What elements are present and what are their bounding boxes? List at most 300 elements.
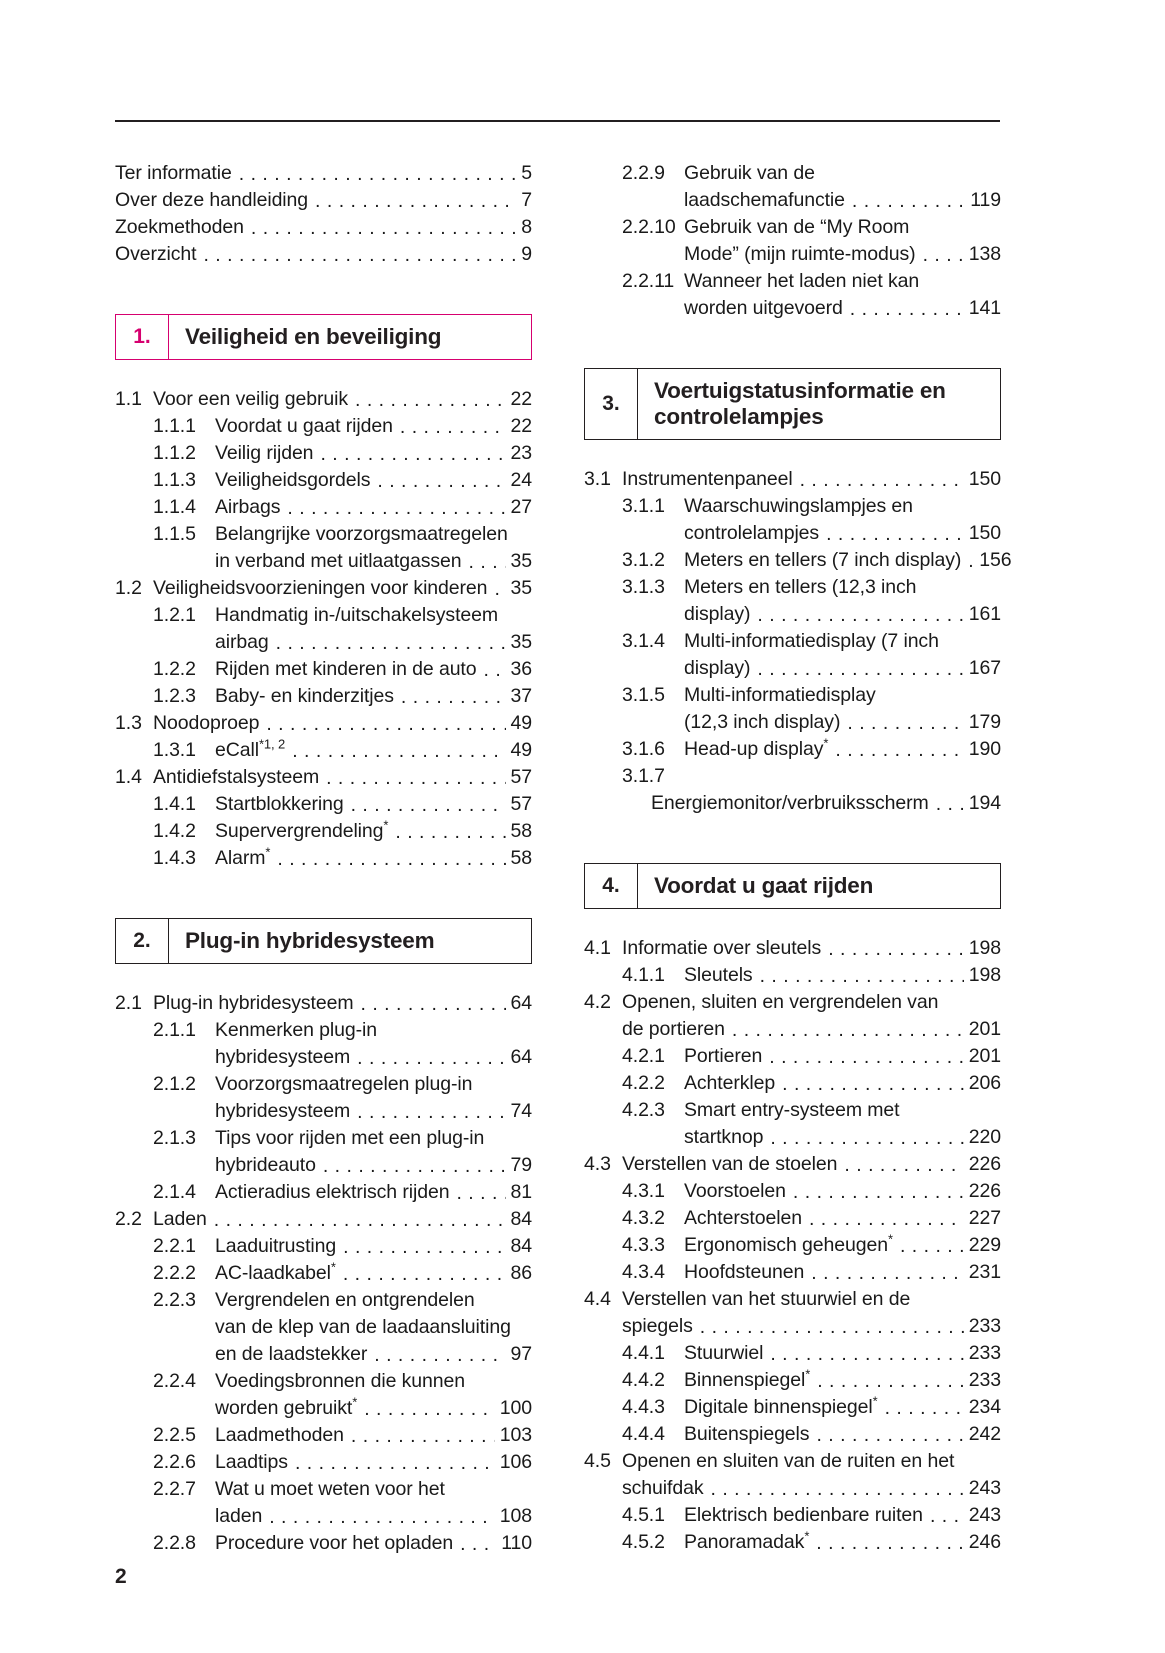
dot-leader: [700, 1318, 964, 1340]
entry-page-number: 58: [510, 820, 532, 842]
dot-leader: [923, 246, 964, 268]
entry-title: Instrumentenpaneel: [622, 468, 793, 490]
entry-page-number: 198: [968, 964, 1001, 986]
entry-number: 2.2.10: [622, 216, 676, 238]
entry-number: 4.3.4: [622, 1261, 665, 1283]
entry-number: 4.4.1: [622, 1342, 665, 1364]
entry-number: 4.4: [584, 1288, 611, 1310]
toc-entry[interactable]: [115, 1287, 532, 1314]
toc-entry[interactable]: [584, 989, 1001, 1016]
dot-leader: [847, 714, 963, 736]
dot-leader: [484, 661, 506, 683]
entry-number: 4.4.3: [622, 1396, 665, 1418]
dot-leader: [456, 1184, 505, 1206]
toc-entry[interactable]: [115, 764, 532, 791]
entry-title: Supervergrendeling*: [215, 817, 389, 842]
entry-title: Laadtips: [215, 1451, 288, 1473]
dot-leader: [930, 1507, 964, 1529]
dot-leader: [401, 688, 506, 710]
entry-title: de portieren: [622, 1018, 725, 1040]
toc-entry[interactable]: [584, 1448, 1001, 1475]
entry-title: Hoofdsteunen: [684, 1261, 805, 1283]
entry-number: 1.3: [115, 712, 142, 734]
entry-title: Tips voor rijden met een plug-in: [215, 1127, 485, 1149]
toc-entry[interactable]: [115, 1476, 532, 1503]
entry-number: 2.2.3: [153, 1289, 196, 1311]
entry-number: 2.1.1: [153, 1019, 196, 1041]
chapter-header[interactable]: [584, 368, 1001, 440]
entry-page-number: 9: [521, 243, 532, 265]
entry-title: Smart entry-systeem met: [684, 1099, 900, 1121]
entry-title: Meters en tellers (7 inch display): [684, 549, 962, 571]
entry-page-number: 5: [521, 162, 532, 184]
entry-title: Plug-in hybridesysteem: [153, 992, 354, 1014]
entry-number: 2.2.4: [153, 1370, 196, 1392]
footnote-marker: *: [887, 1231, 893, 1247]
toc-entry-continuation[interactable]: [115, 1314, 532, 1341]
entry-title: Procedure voor het opladen: [215, 1532, 454, 1554]
entry-title: Veilig rijden: [215, 442, 314, 464]
entry-title: Ter informatie: [115, 162, 232, 184]
entry-page-number: 49: [510, 739, 532, 761]
entry-title: Openen, sluiten en vergrendelen van: [622, 991, 939, 1013]
entry-number: 3.1.2: [622, 549, 665, 571]
toc-entry[interactable]: [115, 1260, 532, 1287]
entry-page-number: 8: [521, 216, 532, 238]
entry-title: Gebruik van de: [684, 162, 815, 184]
dot-leader: [351, 1427, 495, 1449]
entry-page-number: 190: [968, 738, 1001, 760]
toc-entry-continuation[interactable]: [584, 187, 1001, 214]
footnote-marker: *: [872, 1393, 878, 1409]
toc-entry[interactable]: [115, 1206, 532, 1233]
toc-entry[interactable]: [115, 214, 532, 241]
chapter-header[interactable]: [115, 918, 532, 964]
entry-title: Vergrendelen en ontgrendelen: [215, 1289, 475, 1311]
entry-title: Stuurwiel: [684, 1342, 764, 1364]
entry-title: Handmatig in-/uitschakelsysteem: [215, 604, 499, 626]
toc-entry[interactable]: [115, 440, 532, 467]
toc-entry-continuation[interactable]: [115, 548, 532, 575]
entry-title: Rijden met kinderen in de auto: [215, 658, 477, 680]
toc-entry[interactable]: [584, 1097, 1001, 1124]
entry-title: Ergonomisch geheugen*: [684, 1231, 893, 1256]
dot-leader: [828, 940, 964, 962]
dot-leader: [494, 580, 505, 602]
toc-entry[interactable]: [584, 1286, 1001, 1313]
entry-title: Gebruik van de “My Room: [684, 216, 910, 238]
toc-entry[interactable]: [584, 1205, 1001, 1232]
entry-title: Meters en tellers (12,3 inch: [684, 576, 917, 598]
entry-title: airbag: [215, 631, 269, 653]
entry-page-number: 246: [968, 1531, 1001, 1553]
toc-entry[interactable]: [115, 1449, 532, 1476]
entry-number: 4.4.2: [622, 1369, 665, 1391]
toc-entry[interactable]: [115, 1071, 532, 1098]
toc-entry[interactable]: [584, 736, 1001, 763]
entry-page-number: 35: [510, 577, 532, 599]
chapter-spacer: [584, 817, 1001, 863]
entry-title: Multi-informatiedisplay: [684, 684, 876, 706]
toc-entry[interactable]: [584, 466, 1001, 493]
toc-entry[interactable]: [115, 1179, 532, 1206]
entry-title: Actieradius elektrisch rijden: [215, 1181, 450, 1203]
entry-title: Digitale binnenspiegel*: [684, 1393, 878, 1418]
toc-entry-continuation[interactable]: [584, 520, 1001, 547]
toc-entry[interactable]: [115, 521, 532, 548]
toc-entry[interactable]: [584, 962, 1001, 989]
entry-page-number: 27: [510, 496, 532, 518]
toc-entry[interactable]: [115, 737, 532, 764]
dot-leader: [343, 1265, 506, 1287]
entry-number: 4.5: [584, 1450, 611, 1472]
continued-entries-list: [584, 160, 1001, 322]
left-column: [115, 160, 532, 1557]
entry-page-number: 35: [510, 550, 532, 572]
entry-number: 4.4.4: [622, 1423, 665, 1445]
entry-number: 1.1.2: [153, 442, 196, 464]
dot-leader: [782, 1075, 964, 1097]
entry-page-number: 156: [979, 549, 1012, 571]
dot-leader: [885, 1399, 964, 1421]
toc-entry[interactable]: [115, 1233, 532, 1260]
toc-entry-continuation[interactable]: [584, 1124, 1001, 1151]
dot-leader: [816, 1534, 963, 1556]
toc-entry-continuation[interactable]: [584, 790, 1001, 817]
dot-leader: [800, 471, 964, 493]
toc-entry-continuation[interactable]: [584, 1016, 1001, 1043]
entry-page-number: 220: [968, 1126, 1001, 1148]
entry-title: schuifdak: [622, 1477, 704, 1499]
entry-number: 2.2.1: [153, 1235, 196, 1257]
entry-title: Antidiefstalsysteem: [153, 766, 320, 788]
entry-title: Noodoproep: [153, 712, 260, 734]
entry-page-number: 7: [521, 189, 532, 211]
toc-entry[interactable]: [584, 160, 1001, 187]
dot-leader: [214, 1211, 506, 1233]
entry-number: 1.1.3: [153, 469, 196, 491]
toc-entry[interactable]: [584, 763, 1001, 790]
dot-leader: [460, 1535, 496, 1557]
toc-entry[interactable]: [115, 990, 532, 1017]
dot-leader: [844, 1156, 963, 1178]
toc-entry[interactable]: [115, 494, 532, 521]
toc-entry[interactable]: [115, 1125, 532, 1152]
toc-entry-continuation[interactable]: [584, 601, 1001, 628]
toc-entry[interactable]: [584, 682, 1001, 709]
entry-page-number: 36: [510, 658, 532, 680]
entry-page-number: 64: [510, 992, 532, 1014]
entry-page-number: 206: [968, 1072, 1001, 1094]
entry-title: laden: [215, 1505, 263, 1527]
chapter-spacer: [115, 268, 532, 314]
toc-entry[interactable]: [584, 1178, 1001, 1205]
entry-number: 1.4.3: [153, 847, 196, 869]
entry-page-number: 167: [968, 657, 1001, 679]
toc-entry-continuation[interactable]: [584, 709, 1001, 736]
dot-leader: [757, 606, 963, 628]
entry-title: Over deze handleiding: [115, 189, 309, 211]
entry-number: 4.3.2: [622, 1207, 665, 1229]
entry-title: Wanneer het laden niet kan: [684, 270, 920, 292]
chapter-spacer: [115, 872, 532, 918]
entry-title: Panoramadak*: [684, 1528, 810, 1553]
dot-leader: [295, 1454, 495, 1476]
entry-page-number: 57: [510, 793, 532, 815]
toc-entry[interactable]: [584, 1502, 1001, 1529]
toc-entry-continuation[interactable]: [115, 1044, 532, 1071]
toc-entry[interactable]: [115, 791, 532, 818]
entry-page-number: 49: [510, 712, 532, 734]
toc-entry-continuation[interactable]: [115, 1152, 532, 1179]
entry-title: Voorzorgsmaatregelen plug-in: [215, 1073, 473, 1095]
chapter-number: 1.: [116, 315, 169, 359]
entry-number: 1.3.1: [153, 739, 196, 761]
entry-page-number: 84: [510, 1235, 532, 1257]
entry-page-number: 103: [499, 1424, 532, 1446]
entry-number: 4.3.3: [622, 1234, 665, 1256]
entry-title: Airbags: [215, 496, 281, 518]
entry-page-number: 243: [968, 1504, 1001, 1526]
front-matter-list: [115, 160, 532, 268]
chapter-title: Plug-in hybridesysteem: [185, 928, 435, 953]
toc-entry[interactable]: [584, 574, 1001, 601]
dot-leader: [287, 499, 505, 521]
toc-entry[interactable]: [115, 845, 532, 872]
entry-number: 2.2.5: [153, 1424, 196, 1446]
footnote-marker: *: [804, 1528, 810, 1544]
entry-title: eCall$^{*1, 2}$: [215, 736, 286, 761]
entry-page-number: 86: [510, 1262, 532, 1284]
toc-entry[interactable]: [115, 602, 532, 629]
entry-title: Veiligheidsvoorzieningen voor kinderen: [153, 577, 488, 599]
entry-number: 2.2: [115, 1208, 142, 1230]
chapter-spacer: [584, 322, 1001, 368]
entry-number: 3.1.6: [622, 738, 665, 760]
dot-leader: [835, 741, 963, 763]
toc-entry[interactable]: [115, 1422, 532, 1449]
entry-number: 3.1.4: [622, 630, 665, 652]
entry-page-number: 100: [499, 1397, 532, 1419]
entry-number: 1.1.1: [153, 415, 196, 437]
entry-title: Laden: [153, 1208, 207, 1230]
toc-entry[interactable]: [115, 413, 532, 440]
entry-title: Laadmethoden: [215, 1424, 344, 1446]
entry-number: 4.1.1: [622, 964, 665, 986]
toc-entry[interactable]: [584, 1151, 1001, 1178]
toc-entry[interactable]: [584, 493, 1001, 520]
entry-page-number: 201: [968, 1045, 1001, 1067]
footnote-marker: *: [805, 1366, 811, 1382]
chapter-spacer: [584, 440, 1001, 466]
toc-entry[interactable]: [115, 818, 532, 845]
dot-leader: [326, 769, 505, 791]
toc-entry-continuation[interactable]: [115, 1341, 532, 1368]
right-column: [584, 160, 1012, 1557]
toc-entry[interactable]: [115, 241, 532, 268]
dot-leader: [374, 1346, 505, 1368]
entry-number: 4.5.1: [622, 1504, 665, 1526]
toc-entry[interactable]: [584, 1340, 1001, 1367]
toc-entry-continuation[interactable]: [584, 1313, 1001, 1340]
entry-title: hybridesysteem: [215, 1100, 351, 1122]
toc-entry[interactable]: [115, 1530, 532, 1557]
entry-page-number: 194: [968, 792, 1001, 814]
dot-leader: [360, 995, 505, 1017]
toc-entry-continuation[interactable]: [115, 1098, 532, 1125]
entry-number: 2.2.7: [153, 1478, 196, 1500]
toc-entry[interactable]: [584, 1232, 1001, 1259]
page-folio: 2: [115, 1565, 127, 1588]
entry-title: van de klep van de laadaansluiting: [215, 1316, 511, 1338]
entry-page-number: 37: [510, 685, 532, 707]
toc-entry[interactable]: [115, 386, 532, 413]
dot-leader: [400, 418, 506, 440]
footnote-marker: *1, 2: [258, 736, 286, 752]
entry-page-number: 150: [968, 522, 1001, 544]
toc-entry[interactable]: [115, 710, 532, 737]
entry-page-number: 198: [968, 937, 1001, 959]
entry-page-number: 74: [510, 1100, 532, 1122]
dot-leader: [320, 445, 505, 467]
toc-entry[interactable]: [115, 656, 532, 683]
toc-entry[interactable]: [584, 268, 1001, 295]
dot-leader: [811, 1264, 964, 1286]
entry-number: 1.4: [115, 766, 142, 788]
toc-entry[interactable]: [584, 935, 1001, 962]
entry-page-number: 81: [510, 1181, 532, 1203]
toc-entry-continuation[interactable]: [584, 1475, 1001, 1502]
dot-leader: [968, 552, 974, 574]
dot-leader: [269, 1508, 495, 1530]
entry-title: Voordat u gaat rijden: [215, 415, 393, 437]
toc-entry[interactable]: [584, 1394, 1001, 1421]
toc-entry[interactable]: [584, 1043, 1001, 1070]
entry-page-number: 242: [968, 1423, 1001, 1445]
entry-title: Achterstoelen: [684, 1207, 802, 1229]
toc-entry[interactable]: [115, 187, 532, 214]
dot-leader: [239, 165, 517, 187]
footnote-marker: *: [330, 1259, 336, 1275]
dot-leader: [357, 1049, 505, 1071]
entry-number: 1.4.2: [153, 820, 196, 842]
chapter-header[interactable]: [584, 863, 1001, 909]
entry-number: 3.1.7: [622, 765, 665, 787]
entry-number: 1.2: [115, 577, 142, 599]
entry-number: 2.1: [115, 992, 142, 1014]
entry-page-number: 226: [968, 1180, 1001, 1202]
entry-page-number: 161: [968, 603, 1001, 625]
entry-number: 4.2.3: [622, 1099, 665, 1121]
dot-leader: [732, 1021, 964, 1043]
dot-leader: [351, 796, 506, 818]
entry-title: Alarm*: [215, 844, 271, 869]
entry-page-number: 119: [970, 189, 1001, 211]
entry-title: Sleutels: [684, 964, 753, 986]
toc-entry[interactable]: [584, 1070, 1001, 1097]
entry-page-number: 231: [968, 1261, 1001, 1283]
dot-leader: [355, 391, 506, 413]
dot-leader: [769, 1048, 964, 1070]
entry-title: Wat u moet weten voor het: [215, 1478, 445, 1500]
toc-entry[interactable]: [584, 1421, 1001, 1448]
entry-page-number: 233: [968, 1342, 1001, 1364]
entry-page-number: 23: [510, 442, 532, 464]
entry-title: Laaduitrusting: [215, 1235, 337, 1257]
toc-entry-continuation[interactable]: [115, 629, 532, 656]
footnote-marker: *: [823, 735, 829, 751]
entry-page-number: 106: [499, 1451, 532, 1473]
dot-leader: [936, 795, 964, 817]
entry-title: Voedingsbronnen die kunnen: [215, 1370, 466, 1392]
toc-entry-continuation[interactable]: [584, 655, 1001, 682]
entry-title: Voorstoelen: [684, 1180, 786, 1202]
entry-title: laadschemafunctie: [684, 189, 845, 211]
entry-page-number: 233: [968, 1369, 1001, 1391]
chapter-title: Voordat u gaat rijden: [654, 873, 874, 898]
dot-leader: [710, 1480, 963, 1502]
toc-entry-continuation[interactable]: [115, 1503, 532, 1530]
toc-entry[interactable]: [115, 575, 532, 602]
entry-number: 4.2: [584, 991, 611, 1013]
toc-entry[interactable]: [584, 1367, 1001, 1394]
entry-number: 4.5.2: [622, 1531, 665, 1553]
toc-entry-continuation[interactable]: [584, 241, 1001, 268]
entry-number: 3.1.5: [622, 684, 665, 706]
entry-title: in verband met uitlaatgassen: [215, 550, 462, 572]
entry-number: 2.2.6: [153, 1451, 196, 1473]
dot-leader: [276, 634, 506, 656]
entry-page-number: 233: [968, 1315, 1001, 1337]
chapter-number: 4.: [585, 864, 638, 908]
chapter-spacer: [584, 909, 1001, 935]
toc-entry[interactable]: [115, 1017, 532, 1044]
toc-columns: [115, 160, 1012, 1557]
chapter-number: 3.: [585, 369, 638, 439]
chapter-header[interactable]: [115, 314, 532, 360]
toc-entry-continuation[interactable]: [584, 295, 1001, 322]
entry-title: Veiligheidsgordels: [215, 469, 371, 491]
entry-title: worden gebruikt*: [215, 1394, 358, 1419]
entry-title: controlelampjes: [684, 522, 820, 544]
dot-leader: [816, 1426, 963, 1448]
toc-entry[interactable]: [584, 1529, 1001, 1556]
entry-page-number: 35: [510, 631, 532, 653]
entry-page-number: 97: [510, 1343, 532, 1365]
toc-entry[interactable]: [115, 160, 532, 187]
dot-leader: [343, 1238, 505, 1260]
footnote-marker: *: [352, 1394, 358, 1410]
dot-leader: [251, 219, 516, 241]
toc-entry[interactable]: [115, 683, 532, 710]
entry-number: 2.1.4: [153, 1181, 196, 1203]
toc-entry[interactable]: [115, 1368, 532, 1395]
entry-number: 1.4.1: [153, 793, 196, 815]
toc-entry[interactable]: [584, 547, 1012, 574]
entry-page-number: 227: [968, 1207, 1001, 1229]
toc-entry[interactable]: [584, 214, 1001, 241]
entry-page-number: 229: [968, 1234, 1001, 1256]
toc-entry[interactable]: [584, 1259, 1001, 1286]
entry-title: (12,3 inch display): [684, 711, 841, 733]
toc-entry[interactable]: [584, 628, 1001, 655]
entry-title: Portieren: [684, 1045, 763, 1067]
entry-page-number: 141: [968, 297, 1001, 319]
toc-entry[interactable]: [115, 467, 532, 494]
entry-page-number: 226: [968, 1153, 1001, 1175]
toc-entry-continuation[interactable]: [115, 1395, 532, 1422]
chapter-number: 2.: [116, 919, 169, 963]
